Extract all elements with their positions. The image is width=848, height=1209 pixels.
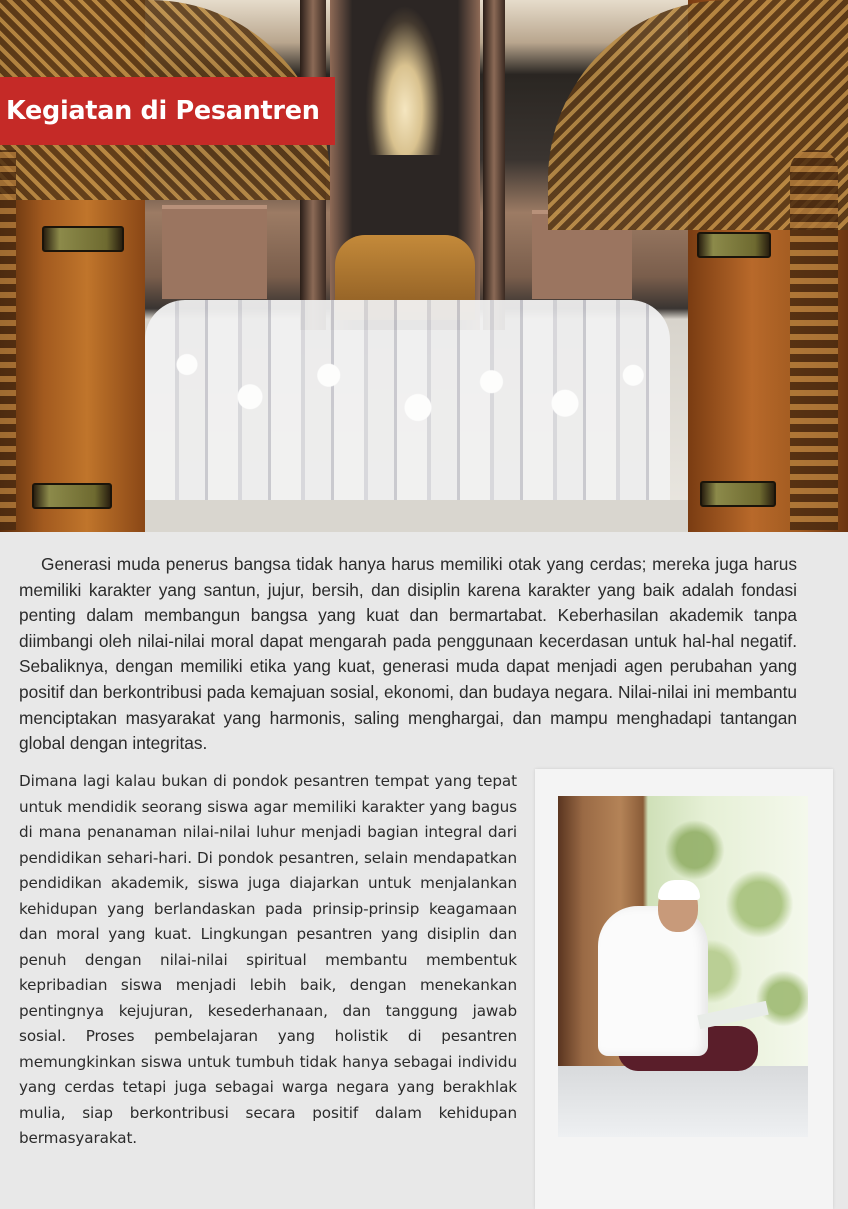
chandelier: [365, 5, 445, 155]
pillar: [483, 0, 505, 330]
pesantren-paragraph: Dimana lagi kalau bukan di pondok pesantren tempat yang tepat untuk mendidik seorang siswa agar memiliki karakter yang bagus di mana penanaman nilai-nilai luhur menjadi bagian integral dari pendidikan sehari-hari. Di pondok pesantren, selain mendapatkan pendidikan akademik, siswa juga diajarkan untuk menjalankan kehidupan yang berlandaskan pada prinsip-prinsip keagamaan dan moral yang kuat. Lingkungan pesantren yang disiplin dan penuh dengan nilai-nilai spiritual membantu membentuk kepribadian siswa menjadi lebih baik, dengan menekankan pentingnya kejujuran, kesederhanaan, dan tanggung jawab sosial. Proses pembelajaran yang holistik di pesantren memungkinkan siswa untuk tumbuh tidak hanya sebagai individu yang cerdas tetapi juga sebagai warga negara yang berakhlak mulia, siap berkontribusi secara positif dalam kehidupan bermasyarakat.: [19, 772, 517, 1147]
wall-panel: [162, 205, 267, 299]
page-title: Kegiatan di Pesantren: [6, 96, 320, 126]
door-hinge: [697, 232, 771, 258]
students-crowd: [145, 300, 670, 515]
student-figure: [598, 906, 708, 1056]
title-banner: [0, 77, 335, 145]
door-hinge: [32, 483, 112, 509]
student-reading-photo: [558, 796, 808, 1137]
marble-floor: [558, 1066, 808, 1137]
floor: [140, 500, 690, 532]
polaroid-frame: [535, 769, 833, 1209]
door-hinge: [42, 226, 124, 252]
carved-trim-left: [0, 150, 16, 530]
carved-trim-right: [790, 150, 838, 530]
intro-paragraph-text: Generasi muda penerus bangsa tidak hanya harus memiliki otak yang cerdas; mereka juga harus memiliki karakter yang santun, jujur, bersih, dan disiplin karena karakter yang baik adalah fondasi penting dalam membangun bangsa yang kuat dan bermartabat. Keberhasilan akademik tanpa diimbangi oleh nilai-nilai moral dapat mengarah pada penggunaan kecerdasan untuk hal-hal negatif. Sebaliknya, dengan memiliki etika yang kuat, generasi muda dapat menjadi agen perubahan yang positif dan berkontribusi pada kemajuan sosial, ekonomi, dan budaya negara. Nilai-nilai ini membantu menciptakan masyarakat yang harmonis, saling menghargai, dan mampu menghadapi tantangan global dengan integritas.: [19, 554, 797, 754]
kopiah-cap: [658, 880, 700, 900]
door-hinge: [700, 481, 776, 507]
intro-paragraph: [19, 552, 797, 757]
